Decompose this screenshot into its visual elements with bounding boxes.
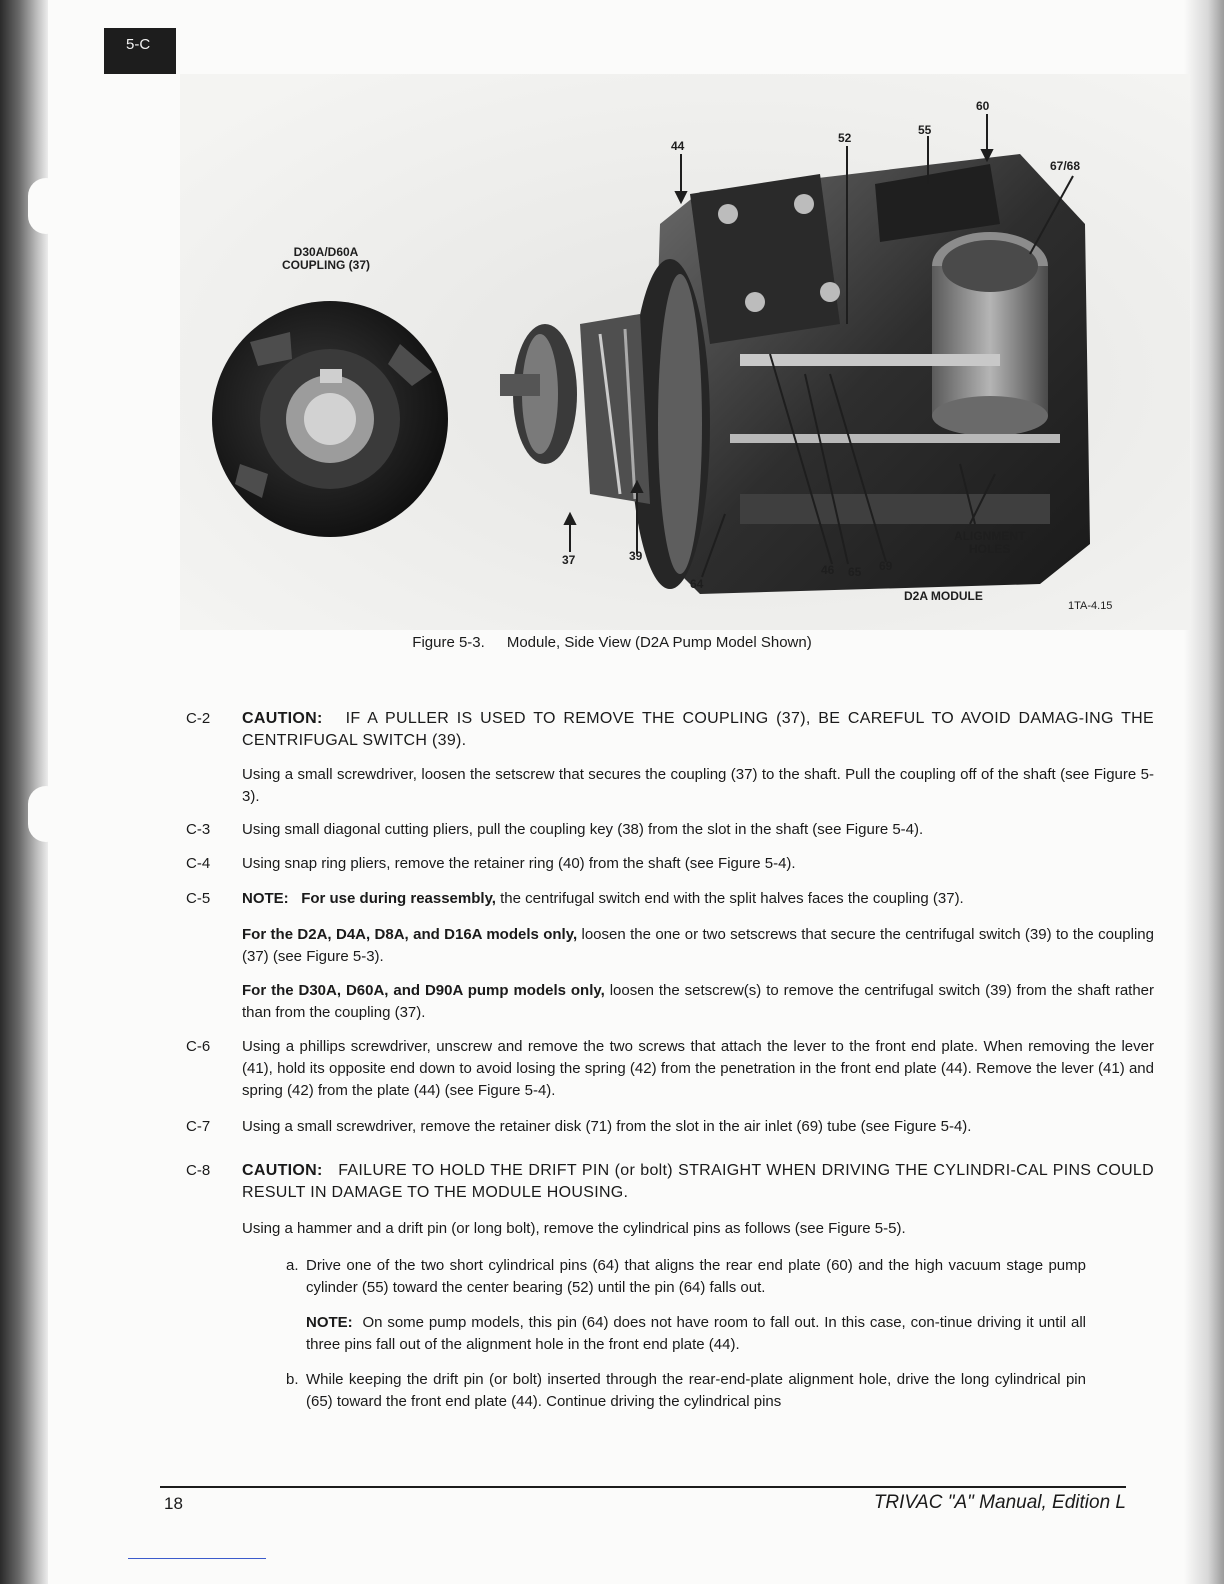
caption-text: Module, Side View (D2A Pump Model Shown) <box>506 634 812 651</box>
step-number-c3: C-3 <box>186 821 211 838</box>
step-c7-body: Using a small screwdriver, remove the retainer disk (71) from the slot in the air inlet (69) tube (see Figure 5-4). <box>242 1118 972 1135</box>
sub-item-b <box>286 1369 1086 1413</box>
caution-c8 <box>242 1160 1154 1204</box>
label-figure-ref: 1TA-4.15 <box>1068 600 1113 612</box>
figure-caption <box>0 634 1224 651</box>
label-d2a-module: D2A MODULE <box>904 589 983 603</box>
step-c2-body: Using a small screwdriver, loosen the setscrew that secures the coupling (37) to the shaft. Pull the coupling off of the shaft (see Figure 5-3). <box>242 766 1154 805</box>
manual-title: TRIVAC "A" Manual, Edition L <box>873 1492 1126 1513</box>
label-44: 44 <box>671 139 685 153</box>
sub-item-marker: a. <box>286 1257 299 1274</box>
step-number-c8: C-8 <box>186 1162 211 1179</box>
coupling-part <box>212 301 448 537</box>
models-text: loosen the one or two setscrews that secure the centrifugal switch (39) to the coupling (37) (see Figure 5-3). <box>242 926 1154 965</box>
note-label: NOTE: <box>242 890 289 907</box>
step-c5-d2a <box>242 924 1154 968</box>
sub-item-text: While keeping the drift pin (or bolt) inserted through the rear-end-plate alignment hole, drive the long cylindrical pin (65) toward the front end plate (44). Continue driving the cylindrical pins <box>306 1371 1086 1410</box>
label-coupling: D30A/D60A COUPLING (37) <box>282 245 371 272</box>
label-52: 52 <box>838 131 852 145</box>
label-69: 69 <box>879 559 893 573</box>
step-c6-body: Using a phillips screwdriver, unscrew and remove the two screws that attach the lever to the front end plate. When removing the lever (41), hold its opposite end down to avoid losing the spring (42) from the penetration in the front end plate (44). Remove the lever (41) and spring (42) from the plate (44) (see Figure 5-4). <box>242 1038 1154 1099</box>
step-number-c4: C-4 <box>186 855 211 872</box>
sub-item-marker: b. <box>286 1371 299 1388</box>
section-tab: 5-C <box>104 28 176 74</box>
sub-item-text: Drive one of the two short cylindrical pins (64) that aligns the rear end plate (60) and the high vacuum stage pump cylinder (55) toward the center bearing (52) until the pin (64) falls out. <box>306 1257 1086 1296</box>
step-c4-body: Using snap ring pliers, remove the retainer ring (40) from the shaft (see Figure 5-4). <box>242 855 796 872</box>
step-c5-d30a <box>242 980 1154 1024</box>
label-67-68: 67/68 <box>1050 159 1081 173</box>
label-46: 46 <box>821 563 835 577</box>
sub-note-body <box>306 1312 1086 1356</box>
step-number-c2: C-2 <box>186 710 211 727</box>
note-bold-text: For use during reassembly, <box>301 890 496 907</box>
label-55: 55 <box>918 123 932 137</box>
scan-edge-shadow <box>1184 0 1224 1584</box>
caution-label: CAUTION: <box>242 710 323 727</box>
punch-hole <box>28 786 64 842</box>
label-64: 64 <box>690 577 704 591</box>
step-c8-body: Using a hammer and a drift pin (or long bolt), remove the cylindrical pins as follows (see Figure 5-5). <box>242 1220 906 1237</box>
models-bold: For the D30A, D60A, and D90A pump models only, <box>242 982 605 999</box>
step-number-c7: C-7 <box>186 1118 211 1135</box>
note-text: On some pump models, this pin (64) does not have room to fall out. In this case, con-tinue driving it until all three pins fall out of the alignment hole in the front end plate (44). <box>306 1314 1086 1353</box>
label-39: 39 <box>629 549 643 563</box>
step-number-c5: C-5 <box>186 890 211 907</box>
label-65: 65 <box>848 565 862 579</box>
footer-link-underline <box>128 1558 266 1559</box>
caution-text: FAILURE TO HOLD THE DRIFT PIN (or bolt) STRAIGHT WHEN DRIVING THE CYLINDRI-CAL PINS COULD RESULT IN DAMAGE TO THE MODULE HOUSING. <box>242 1162 1154 1201</box>
label-37: 37 <box>562 553 576 567</box>
models-bold: For the D2A, D4A, D8A, and D16A models only, <box>242 926 578 943</box>
module-photo <box>180 74 1190 630</box>
note-label: NOTE: <box>306 1314 353 1331</box>
step-c3-body: Using small diagonal cutting pliers, pull the coupling key (38) from the slot in the shaft (see Figure 5-4). <box>242 821 924 838</box>
caption-number: Figure 5-3. <box>412 634 485 651</box>
figure-module-side-view <box>180 74 1190 630</box>
label-alignment-holes: ALIGNMENT HOLES <box>954 529 1026 556</box>
step-c5-note <box>242 888 1154 910</box>
caution-label: CAUTION: <box>242 1162 323 1179</box>
caution-text: IF A PULLER IS USED TO REMOVE THE COUPLING (37), BE CAREFUL TO AVOID DAMAG-ING THE CENTRIFUGAL SWITCH (39). <box>242 710 1154 749</box>
page-number: 18 <box>164 1494 183 1513</box>
step-number-c6: C-6 <box>186 1038 211 1055</box>
models-text: loosen the setscrew(s) to remove the centrifugal switch (39) from the shaft rather than from the coupling (37). <box>242 982 1155 1021</box>
binding-edge <box>0 0 48 1584</box>
punch-hole <box>28 178 64 234</box>
label-60: 60 <box>976 99 990 113</box>
caution-c2 <box>242 708 1154 752</box>
note-text: the centrifugal switch end with the split halves faces the coupling (37). <box>500 890 964 907</box>
sub-item-a <box>286 1255 1086 1299</box>
footer-rule <box>160 1486 1126 1488</box>
sub-item-note <box>286 1312 1086 1356</box>
